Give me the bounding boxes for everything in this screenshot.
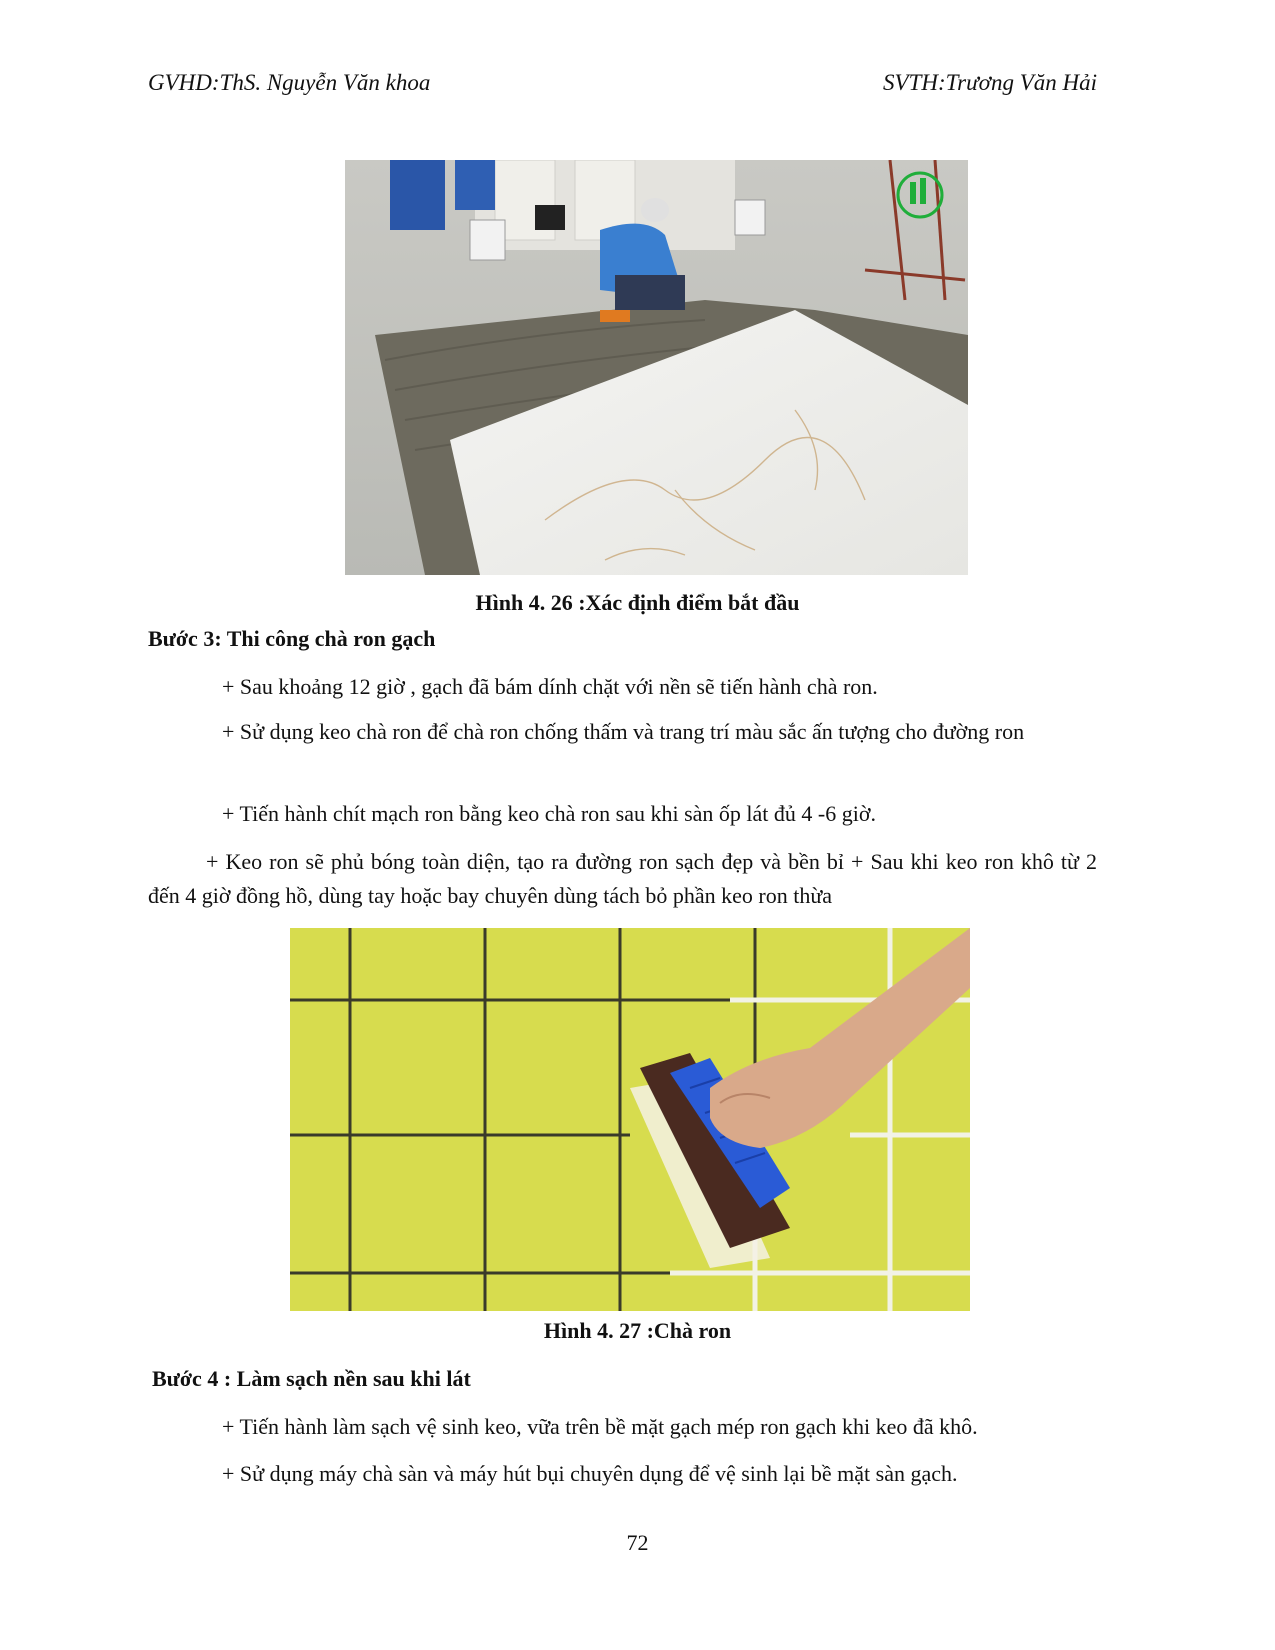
step3-title: Bước 3: Thi công chà ron gạch [148, 626, 436, 651]
step4-item-1: + Tiến hành làm sạch vệ sinh keo, vữa trên bề mặt gạch mép ron gạch khi keo đã khô. [222, 1414, 978, 1439]
step3-item-3: + Tiến hành chít mạch ron bằng keo chà ron sau khi sàn ốp lát đủ 4 -6 giờ. [222, 801, 876, 826]
grouting-photo-illustration [290, 928, 970, 1311]
header-student: SVTH:Trương Văn Hải [883, 70, 1097, 95]
tiling-photo-illustration [345, 160, 968, 575]
step3-item-1: + Sau khoảng 12 giờ , gạch đã bám dính chặt với nền sẽ tiến hành chà ron. [222, 674, 878, 699]
step4-item-2: + Sử dụng máy chà sàn và máy hút bụi chuyên dụng để vệ sinh lại bề mặt sàn gạch. [222, 1461, 958, 1486]
page-number: 72 [626, 1530, 649, 1555]
figure-caption-1: Hình 4. 26 :Xác định điểm bắt đầu [475, 590, 800, 615]
step4-title: Bước 4 : Làm sạch nền sau khi lát [152, 1366, 471, 1391]
header-advisor: GVHD:ThS. Nguyễn Văn khoa [148, 70, 431, 95]
figure-caption-2: Hình 4. 27 :Chà ron [543, 1318, 732, 1343]
step3-item-2: + Sử dụng keo chà ron để chà ron chống thấm và trang trí màu sắc ấn tượng cho đường ron [222, 719, 1025, 744]
figure-tiling-photo [345, 160, 968, 575]
figure-grouting-photo [290, 928, 970, 1311]
step3-item-4: + Keo ron sẽ phủ bóng toàn diện, tạo ra đường ron sạch đẹp và bền bỉ + Sau khi keo ron khô từ 2 đến 4 giờ đồng hồ, dùng tay hoặc bay chuyên dùng tách bỏ phần keo ron thừa [148, 849, 1097, 908]
